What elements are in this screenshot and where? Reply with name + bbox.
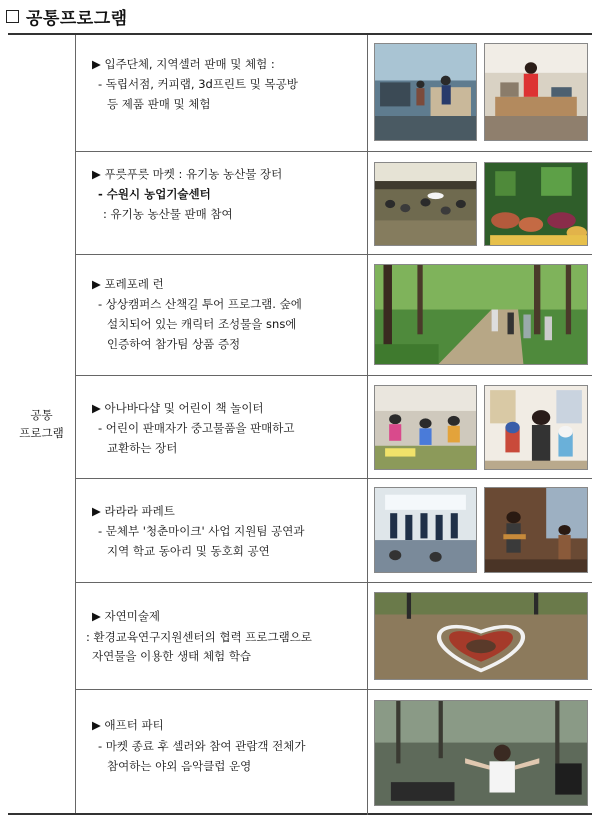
program-description (76, 583, 368, 689)
program-detail-line: 설치되어 있는 캐릭터 조성물을 sns에 (107, 317, 297, 331)
program-heading: ▶ 입주단체, 지역셀러 판매 및 체험 : (92, 57, 275, 71)
checkbox-square-icon (6, 10, 19, 23)
program-table (8, 33, 592, 815)
program-photos (368, 583, 592, 689)
section-title (6, 4, 128, 28)
farmers-market-crowd-photo (374, 162, 477, 246)
program-row-kids-market (76, 376, 592, 479)
program-heading: ▶ 아나바다샵 및 어린이 책 놀이터 (92, 401, 264, 415)
program-detail-line: - 상상캠퍼스 산책길 투어 프로그램. 숲에 (98, 297, 302, 311)
school-band-performance-photo (374, 487, 477, 573)
program-description (76, 152, 368, 254)
program-row-performance (76, 479, 592, 583)
program-description (76, 479, 368, 582)
program-detail-line: - 수원시 농업기술센터 (98, 187, 211, 201)
program-description (76, 376, 368, 478)
kids-book-play-photo (484, 385, 588, 470)
program-row-after-party (76, 690, 592, 815)
program-detail-line: 자연물을 이용한 생태 체험 학습 (92, 649, 252, 663)
program-detail-line: 인증하여 참가팀 상품 증정 (107, 337, 241, 351)
program-photos (368, 479, 592, 582)
page-title: 공통프로그램 (26, 8, 128, 29)
program-heading: ▶ 라라라 파레트 (92, 504, 175, 518)
program-description (76, 255, 368, 375)
outdoor-dj-party-photo (374, 700, 588, 806)
busking-performance-photo (484, 487, 588, 573)
program-detail-line: : 환경교육연구지원센터의 협력 프로그램으로 (86, 630, 312, 644)
program-row-nature-art (76, 583, 592, 690)
program-detail-line: 교환하는 장터 (107, 441, 178, 455)
program-photos (368, 376, 592, 478)
exhibitor-booth-photo (484, 43, 588, 141)
program-photos (368, 152, 592, 254)
organic-vegetables-photo (484, 162, 588, 246)
program-photos (368, 690, 592, 815)
program-photos (368, 35, 592, 151)
nature-art-heart-photo (374, 592, 588, 680)
program-heading: ▶ 포레포레 런 (92, 277, 164, 291)
program-detail-line: 등 제품 판매 및 체험 (107, 97, 211, 111)
program-row-seller-market (76, 35, 592, 152)
program-heading: ▶ 애프터 파티 (92, 718, 164, 732)
children-flea-market-photo (374, 385, 477, 470)
forest-walk-photo (374, 264, 588, 365)
category-cell (8, 35, 76, 813)
program-description (76, 690, 368, 815)
category-label-line1: 공통 (30, 408, 53, 422)
category-label-line2: 프로그램 (19, 426, 64, 440)
program-row-forest-run (76, 255, 592, 376)
program-heading: ▶ 자연미술제 (92, 609, 161, 623)
program-photos (368, 255, 592, 375)
program-row-organic-market (76, 152, 592, 255)
program-detail-line: - 마켓 종료 후 셀러와 참여 관람객 전체가 (98, 739, 306, 753)
makers-market-photo (374, 43, 477, 141)
program-detail-line: : 유기농 농산물 판매 참여 (103, 207, 233, 221)
program-detail-line: - 문체부 '청춘마이크' 사업 지원팀 공연과 (98, 524, 305, 538)
program-heading: ▶ 푸릇푸릇 마켓 : 유기농 농산물 장터 (92, 167, 283, 181)
program-description (76, 35, 368, 151)
program-detail-line: - 어린이 판매자가 중고물품을 판매하고 (98, 421, 295, 435)
program-detail-line: 참여하는 야외 음악클럽 운영 (107, 759, 252, 773)
program-detail-line: 지역 학교 동아리 및 동호회 공연 (107, 544, 270, 558)
program-detail-line: - 독립서점, 커피랩, 3d프린트 및 목공방 (98, 77, 298, 91)
